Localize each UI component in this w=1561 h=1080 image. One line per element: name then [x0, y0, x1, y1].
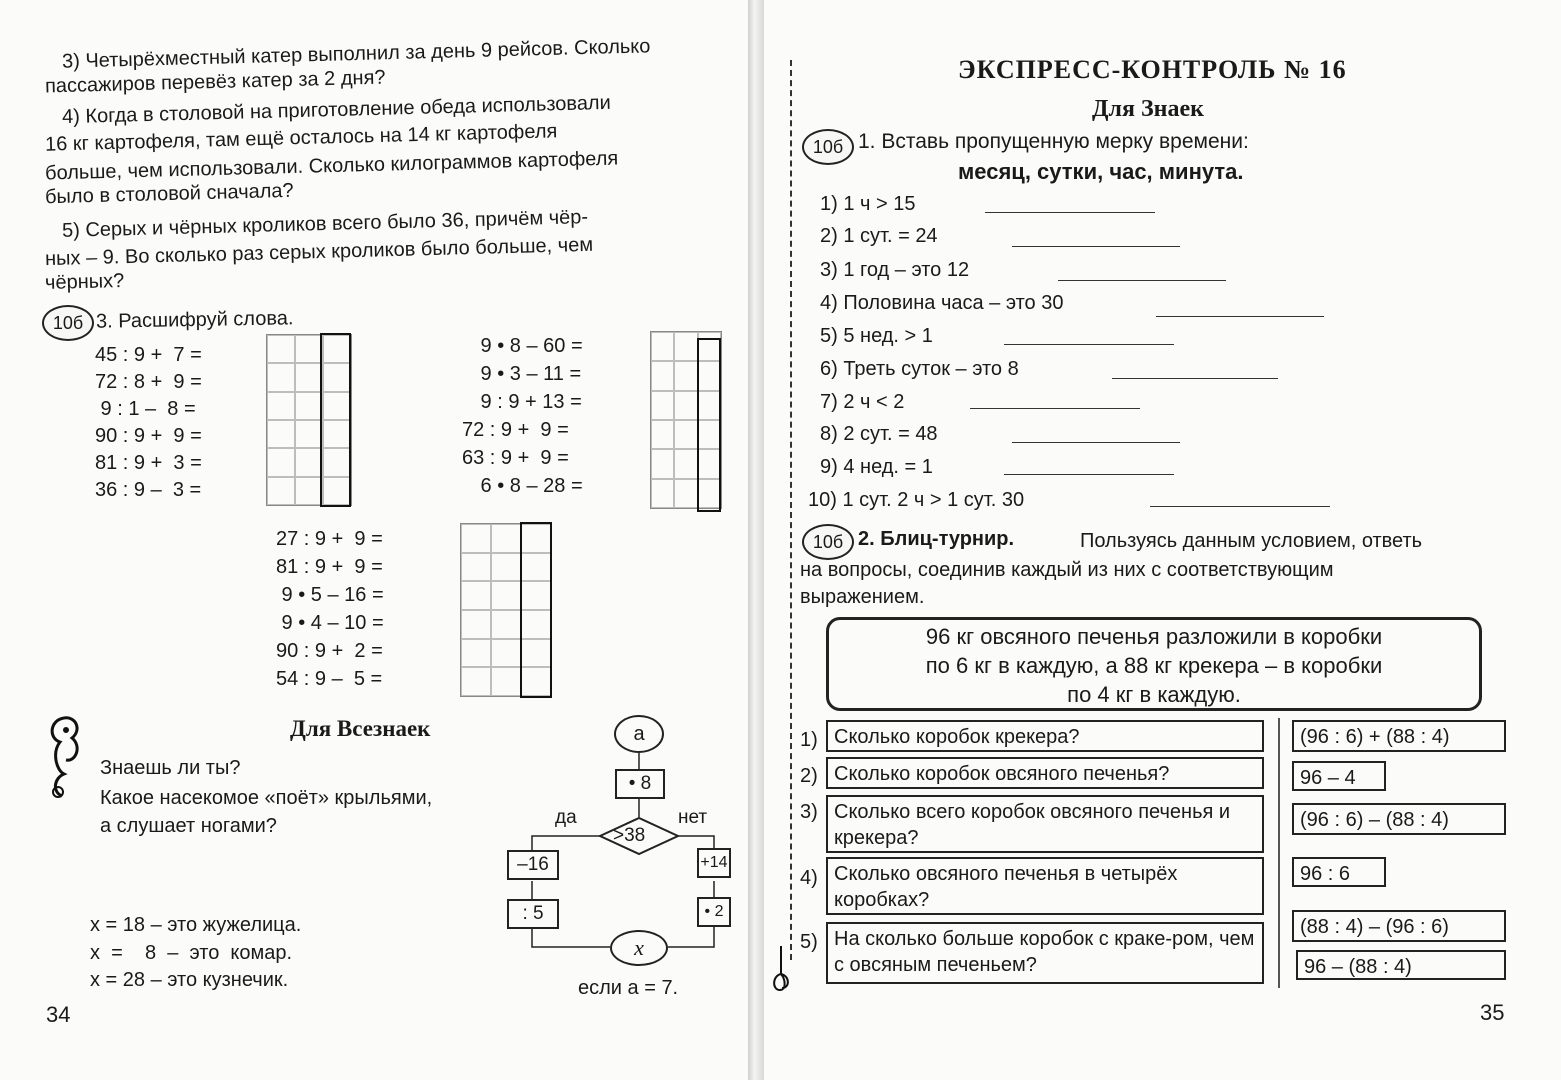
mascot-icon [42, 712, 88, 802]
problem-line: 4) Когда в столовой на приготовление обеда использовали [61, 91, 612, 129]
time-item: 7) 2 ч < 2 [820, 391, 905, 413]
expression-box[interactable]: (88 : 4) – (96 : 6) [1292, 910, 1506, 942]
answer-blank[interactable] [1012, 246, 1180, 247]
answer-blank[interactable] [1012, 442, 1180, 443]
section-title-vseznaek: Для Всезнаек [290, 716, 431, 741]
answer-blank[interactable] [970, 408, 1140, 409]
equation: 81 : 9 + 9 = [276, 556, 383, 578]
task2-heading: 2. Блиц-турнир. [858, 528, 1015, 550]
equation: 90 : 9 + 2 = [276, 640, 383, 662]
score-badge: 10б [802, 524, 854, 560]
score-badge: 10б [42, 305, 94, 341]
question-number: 3) [800, 801, 818, 823]
page-number: 35 [1480, 1000, 1505, 1025]
equation: 27 : 9 + 9 = [276, 528, 383, 550]
answer-blank[interactable] [985, 212, 1155, 213]
condition-line: по 6 кг в каждую, а 88 кг крекера – в коробки [925, 653, 1383, 678]
time-item: 9) 4 нед. = 1 [820, 456, 933, 478]
question-box[interactable]: Сколько овсяного печенья в четырёх коробках? [826, 857, 1264, 915]
flow-start: a [614, 715, 664, 753]
flow-yes-label: да [555, 807, 577, 828]
question-text: Знаешь ли ты? [100, 757, 241, 779]
problem-line: чёрных? [44, 269, 125, 295]
equation: 81 : 9 + 3 = [95, 452, 202, 474]
equation: 72 : 8 + 9 = [95, 371, 202, 393]
answer-option: x = 8 – это комар. [90, 942, 293, 964]
answer-column-highlight [520, 522, 552, 698]
equation: 9 • 3 – 11 = [475, 363, 582, 385]
page-title: ЭКСПРЕСС-КОНТРОЛЬ № 16 [958, 55, 1347, 84]
question-text: а слушает ногами? [100, 815, 277, 837]
flow-left2: : 5 [507, 899, 559, 929]
book-spine [748, 0, 764, 1080]
question-box[interactable]: Сколько всего коробок овсяного печенья и крекера? [826, 795, 1264, 853]
answer-blank[interactable] [1004, 474, 1174, 475]
flow-right2: • 2 [697, 897, 731, 927]
answer-blank[interactable] [1150, 506, 1330, 507]
question-number: 4) [800, 867, 818, 889]
answer-blank[interactable] [1058, 280, 1226, 281]
equation: 90 : 9 + 9 = [95, 425, 202, 447]
answer-blank[interactable] [1004, 344, 1174, 345]
equation: 36 : 9 – 3 = [95, 479, 202, 501]
equation: 9 • 4 – 10 = [276, 612, 384, 634]
score-badge: 10б [802, 129, 854, 165]
answer-option: x = 28 – это кузнечик. [90, 969, 289, 991]
time-item: 10) 1 сут. 2 ч > 1 сут. 30 [808, 489, 1025, 511]
question-text: Какое насекомое «поёт» крыльями, [100, 787, 433, 809]
expression-box[interactable]: (96 : 6) – (88 : 4) [1292, 803, 1506, 835]
problem-line: 5) Серых и чёрных кроликов всего было 36, причём чёр- [61, 206, 589, 242]
flow-condition: >38 [613, 825, 646, 846]
problem-line: больше, чем использовали. Сколько килограммов картофеля [44, 147, 619, 185]
time-item: 6) Треть суток – это 8 [820, 358, 1019, 380]
time-item: 2) 1 сут. = 24 [820, 225, 938, 247]
equation: 45 : 9 + 7 = [95, 344, 202, 366]
task1-text: 1. Вставь пропущенную мерку времени: [858, 130, 1249, 153]
answer-option: x = 18 – это жужелица. [90, 914, 302, 936]
problem-line: 3) Четырёхместный катер выполнил за день 9 рейсов. Сколько [61, 35, 651, 73]
equation: 6 • 8 – 28 = [475, 475, 583, 497]
question-box[interactable]: Сколько коробок овсяного печенья? [826, 757, 1264, 789]
question-number: 2) [800, 765, 818, 787]
task2-text: выражением. [800, 586, 925, 608]
task3-title: 3. Расшифруй слова. [95, 307, 294, 333]
equation: 9 : 9 + 13 = [475, 391, 582, 413]
flow-note: если a = 7. [578, 977, 679, 999]
flow-left1: –16 [507, 850, 559, 880]
answer-blank[interactable] [1156, 316, 1324, 317]
task2-text: на вопросы, соединив каждый из них с соответствующим [800, 559, 1334, 581]
condition-box [826, 617, 1482, 711]
task1-words: месяц, сутки, час, минута. [958, 159, 1244, 184]
problem-line: было в столовой сначала? [44, 179, 294, 209]
problem-line: ных – 9. Во сколько раз серых кроликов было больше, чем [44, 233, 594, 271]
equation: 72 : 9 + 9 = [462, 419, 569, 441]
task2-text: Пользуясь данным условием, ответь [1080, 530, 1423, 552]
equation: 9 • 5 – 16 = [276, 584, 384, 606]
answer-column-highlight [697, 338, 721, 512]
condition-line: 96 кг овсяного печенья разложили в коробки [925, 624, 1383, 649]
flow-no-label: нет [678, 807, 708, 828]
cut-line [790, 60, 792, 960]
equation: 54 : 9 – 5 = [276, 668, 383, 690]
expression-box[interactable]: 96 – (88 : 4) [1296, 950, 1506, 980]
question-box[interactable]: Сколько коробок крекера? [826, 720, 1264, 752]
equation: 63 : 9 + 9 = [462, 447, 569, 469]
time-item: 8) 2 сут. = 48 [820, 423, 938, 445]
question-number: 1) [800, 729, 818, 751]
condition-line: по 4 кг в каждую. [1067, 682, 1241, 707]
problem-line: пассажиров перевёз катер за 2 дня? [44, 66, 386, 98]
expression-box[interactable]: 96 – 4 [1292, 761, 1386, 791]
time-item: 1) 1 ч > 15 [820, 193, 916, 215]
question-box[interactable]: На сколько больше коробок с краке-ром, чем с овсяным печеньем? [826, 922, 1264, 984]
flow-end: x [610, 930, 668, 966]
time-item: 5) 5 нед. > 1 [820, 325, 933, 347]
time-item: 3) 1 год – это 12 [820, 259, 970, 281]
page-number: 34 [46, 1002, 71, 1027]
scissors-icon [768, 944, 794, 994]
expression-box[interactable]: 96 : 6 [1292, 857, 1386, 887]
time-item: 4) Половина часа – это 30 [820, 292, 1064, 314]
problem-line: 16 кг картофеля, там ещё осталось на 14 кг картофеля [44, 120, 558, 156]
expression-box[interactable]: (96 : 6) + (88 : 4) [1292, 720, 1506, 752]
question-number: 5) [800, 931, 818, 953]
flow-right1: +14 [697, 848, 731, 878]
equation: 9 : 1 – 8 = [95, 398, 196, 420]
answer-column-highlight [320, 333, 351, 507]
section-title-znaek: Для Знаек [1092, 96, 1204, 122]
flow-mult: • 8 [615, 769, 665, 799]
answer-blank[interactable] [1112, 378, 1278, 379]
column-divider [1278, 718, 1280, 988]
equation: 9 • 8 – 60 = [475, 335, 583, 357]
